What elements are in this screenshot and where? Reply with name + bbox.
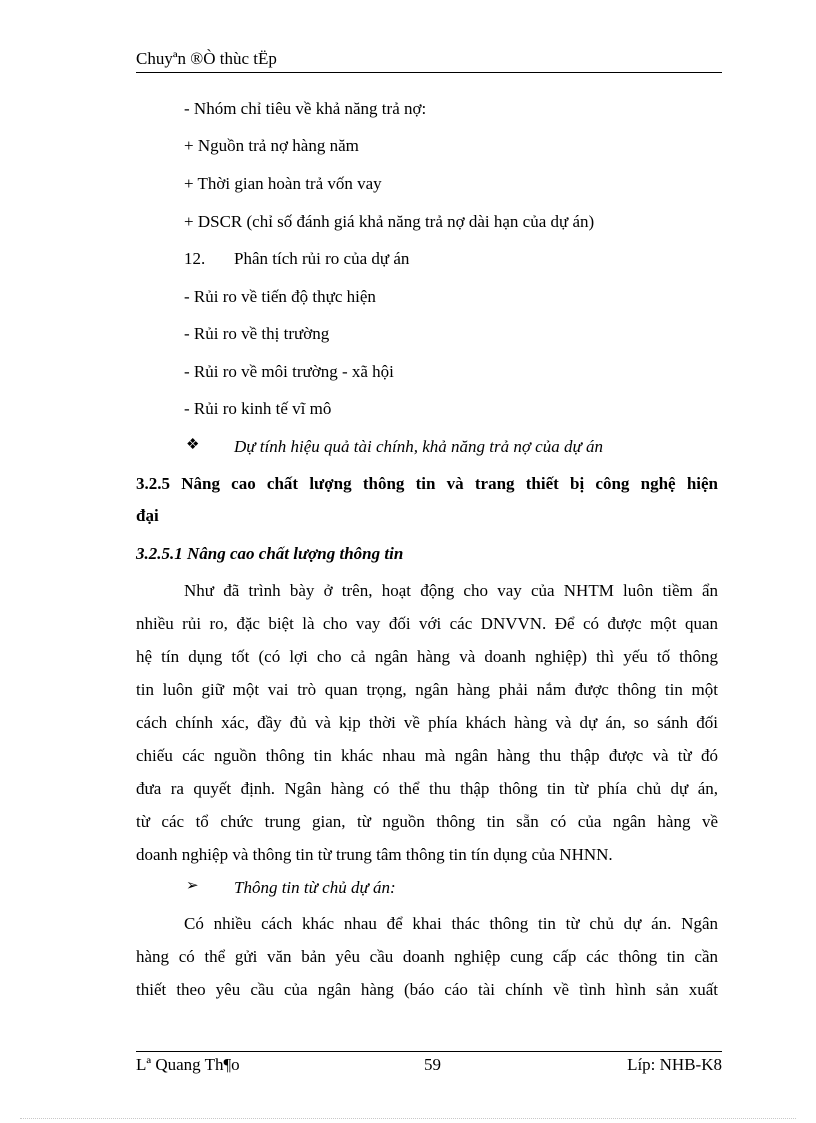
list-item-repayment-source: + Nguồn trả nợ hàng năm — [184, 136, 359, 155]
paragraph-line: chiếu các nguồn thông tin khác nhau mà ngân hàng thu thập được và từ đó — [136, 746, 718, 765]
paragraph-line: cách chính xác, đầy đủ và kịp thời về phía khách hàng và dự án, so sánh đối — [136, 713, 718, 732]
header-title: Chuyªn ®Ò thùc tËp — [136, 49, 277, 68]
footer-author: Lª Quang Th¶o — [136, 1055, 240, 1074]
risk-item-macro: - Rủi ro kinh tế vĩ mô — [184, 399, 332, 418]
paragraph-line: hệ tín dụng tốt (có lợi cho cả ngân hàng và doanh nghiệp) thì yếu tố thông — [136, 647, 718, 666]
paragraph-line: đưa ra quyết định. Ngân hàng có thể thu thập thông tin từ phía chủ dự án, — [136, 779, 718, 798]
section-heading-line-2: đại — [136, 506, 159, 525]
paragraph-line: từ các tổ chức trung gian, từ nguồn thông tin sẵn có của ngân hàng về — [136, 812, 718, 831]
numbered-item-number: 12. — [184, 249, 206, 268]
list-item-repayment-time: + Thời gian hoàn trả vốn vay — [184, 174, 382, 193]
list-item-dscr: + DSCR (chỉ số đánh giá khả năng trả nợ dài hạn của dự án) — [184, 212, 595, 231]
arrow-bullet-text: Thông tin từ chủ dự án: — [234, 878, 396, 897]
paragraph-line: Như đã trình bày ở trên, hoạt động cho vay của NHTM luôn tiềm ẩn — [184, 581, 718, 600]
footer-class: Líp: NHB-K8 — [627, 1055, 722, 1074]
paragraph-line: tin luôn giữ một vai trò quan trọng, ngân hàng phải nắm được thông tin một — [136, 680, 718, 699]
paragraph-line: doanh nghiệp và thông tin từ trung tâm thông tin tín dụng của NHNN. — [136, 845, 613, 864]
risk-item-market: - Rủi ro về thị trường — [184, 324, 330, 343]
footer-divider — [136, 1051, 722, 1052]
page-bottom-border — [20, 1118, 796, 1119]
paragraph-line: thiết theo yêu cầu của ngân hàng (báo cáo tài chính về tình hình sản xuất — [136, 980, 718, 999]
numbered-item-text: Phân tích rủi ro của dự án — [234, 249, 410, 268]
header-divider — [136, 72, 722, 73]
risk-item-progress: - Rủi ro về tiến độ thực hiện — [184, 287, 376, 306]
risk-item-environment: - Rủi ro về môi trường - xã hội — [184, 362, 394, 381]
paragraph-line: nhiều rủi ro, đặc biệt là cho vay đối với các DNVVN. Để có được một quan — [136, 614, 718, 633]
arrow-bullet-icon: ➢ — [186, 878, 199, 894]
footer-page-number: 59 — [424, 1055, 441, 1074]
paragraph-line: hàng có thể gửi văn bản yêu cầu doanh nghiệp cung cấp các thông tin cần — [136, 947, 718, 966]
paragraph-line: Có nhiều cách khác nhau để khai thác thông tin từ chủ dự án. Ngân — [184, 914, 718, 933]
diamond-bullet-text: Dự tính hiệu quả tài chính, khả năng trả nợ của dự án — [234, 437, 604, 456]
subsection-heading: 3.2.5.1 Nâng cao chất lượng thông tin — [136, 544, 404, 563]
list-item-repayment-group: - Nhóm chỉ tiêu về khả năng trả nợ: — [184, 99, 427, 118]
section-heading-line-1: 3.2.5 Nâng cao chất lượng thông tin và trang thiết bị công nghệ hiện — [136, 474, 718, 493]
diamond-bullet-icon: ❖ — [186, 437, 200, 453]
